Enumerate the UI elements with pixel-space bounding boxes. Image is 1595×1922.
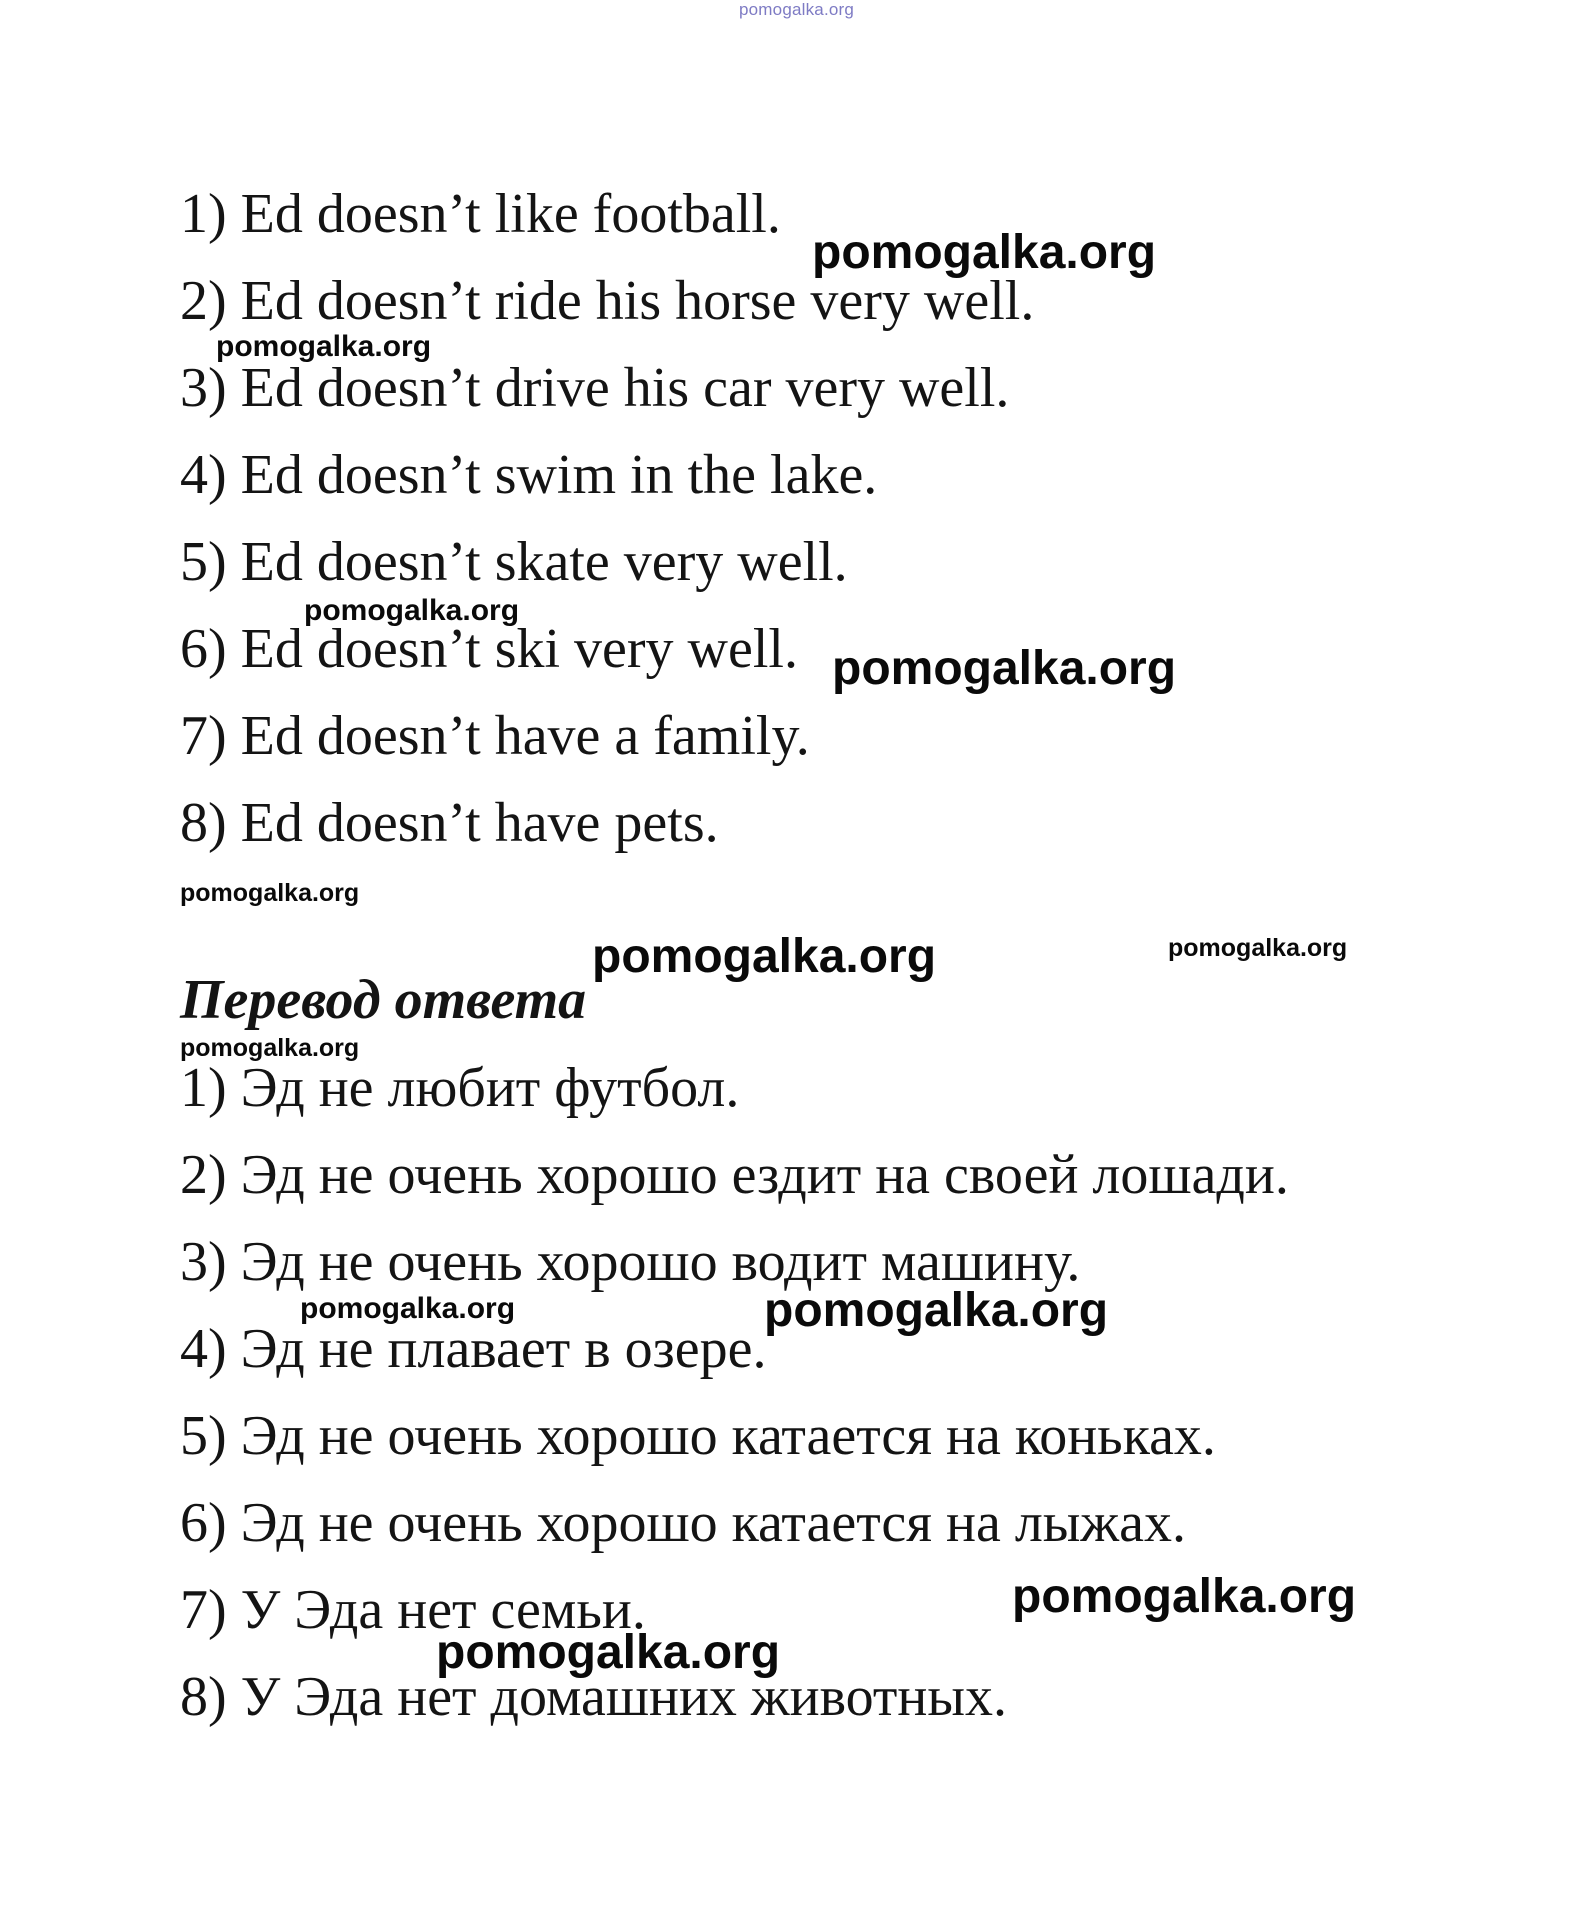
translation-line-8: 8) У Эда нет домашних животных. [180, 1666, 1007, 1728]
translation-line-2: 2) Эд не очень хорошо ездит на своей лошади. [180, 1144, 1289, 1206]
translation-line-7: 7) У Эда нет семьи. [180, 1579, 646, 1641]
watermark: pomogalka.org [812, 226, 1157, 279]
watermark: pomogalka.org [216, 330, 432, 363]
watermark: pomogalka.org [764, 1284, 1109, 1337]
answer-line-1: 1) Ed doesn’t like football. [180, 183, 781, 245]
answer-line-7: 7) Ed doesn’t have a family. [180, 705, 810, 767]
watermark: pomogalka.org [1168, 934, 1348, 962]
watermark: pomogalka.org [436, 1626, 781, 1679]
answer-line-4: 4) Ed doesn’t swim in the lake. [180, 444, 878, 506]
answer-line-8: 8) Ed doesn’t have pets. [180, 792, 719, 854]
translation-heading: Перевод ответа [180, 969, 587, 1031]
watermark: pomogalka.org [300, 1292, 516, 1325]
watermark: pomogalka.org [180, 879, 360, 907]
answer-line-3: 3) Ed doesn’t drive his car very well. [180, 357, 1010, 419]
watermark: pomogalka.org [832, 642, 1177, 695]
translation-line-4: 4) Эд не плавает в озере. [180, 1318, 767, 1380]
translation-line-5: 5) Эд не очень хорошо катается на коньках. [180, 1405, 1216, 1467]
answer-line-2: 2) Ed doesn’t ride his horse very well. [180, 270, 1035, 332]
watermark: pomogalka.org [1012, 1570, 1357, 1623]
translation-line-3: 3) Эд не очень хорошо водит машину. [180, 1231, 1081, 1293]
watermark: pomogalka.org [180, 1034, 360, 1062]
translation-line-1: 1) Эд не любит футбол. [180, 1057, 740, 1119]
translation-line-6: 6) Эд не очень хорошо катается на лыжах. [180, 1492, 1186, 1554]
answer-line-6: 6) Ed doesn’t ski very well. [180, 618, 798, 680]
top-site-link[interactable]: pomogalka.org [739, 0, 855, 19]
watermark: pomogalka.org [592, 930, 937, 983]
answer-line-5: 5) Ed doesn’t skate very well. [180, 531, 848, 593]
watermark: pomogalka.org [304, 594, 520, 627]
